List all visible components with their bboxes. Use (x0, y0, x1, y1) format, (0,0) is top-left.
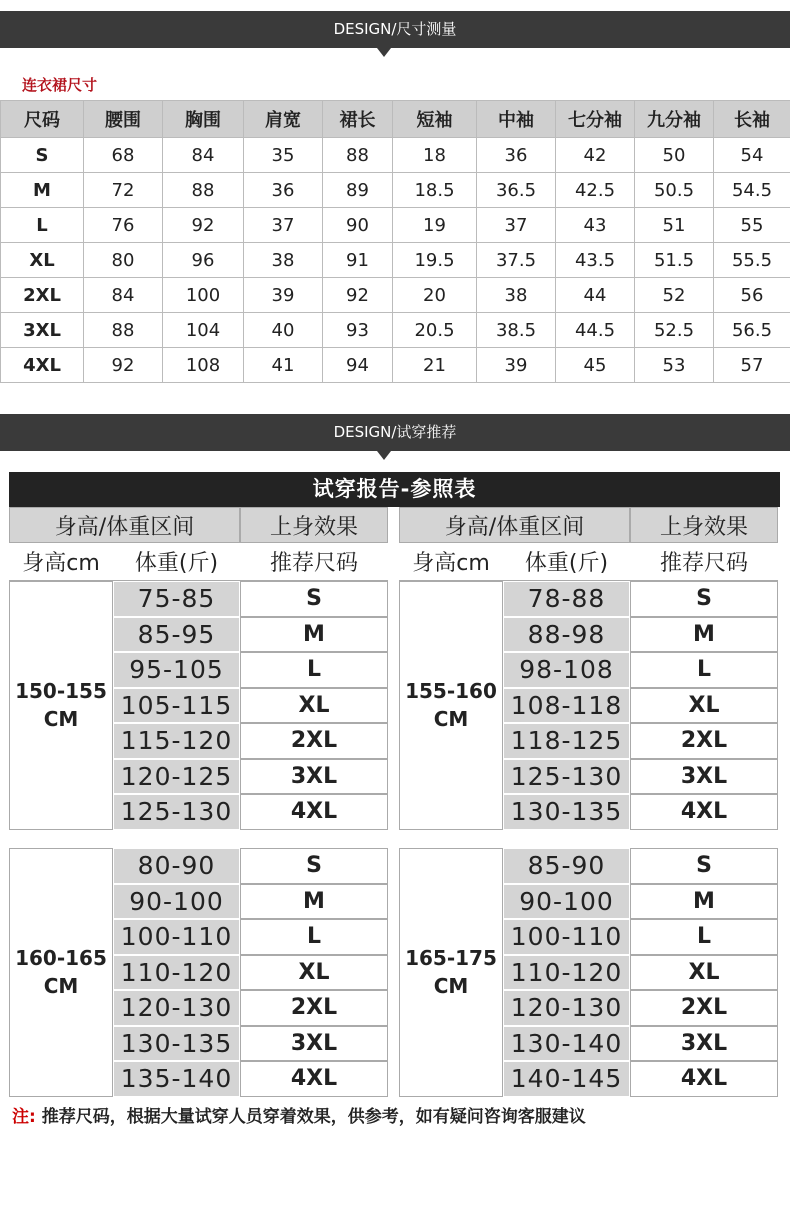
height-value: 165-175 (405, 946, 497, 971)
size-row (1, 173, 790, 208)
height-header: 身高cm (399, 543, 503, 581)
size-value: 52.5 (635, 313, 714, 348)
size-row (1, 278, 790, 313)
weight-range: 80-90 (113, 848, 240, 884)
recommended-size: S (240, 848, 388, 884)
size-value: 44.5 (556, 313, 635, 348)
size-value: 36 (244, 173, 323, 208)
size-label: 4XL (1, 348, 84, 383)
size-column-header: 短袖 (393, 101, 477, 138)
size-column-header: 裙长 (323, 101, 393, 138)
weight-range: 135-140 (113, 1061, 240, 1097)
size-value: 43.5 (556, 243, 635, 278)
size-value: 68 (84, 138, 163, 173)
size-label: L (1, 208, 84, 243)
weight-range: 130-135 (503, 794, 630, 830)
size-column-header: 中袖 (477, 101, 556, 138)
size-value: 21 (393, 348, 477, 383)
recommended-size: M (630, 884, 778, 920)
footnote (12, 1102, 586, 1127)
weight-range: 90-100 (113, 884, 240, 920)
dress-size-title: 连衣裙尺寸 (22, 76, 98, 94)
weight-range: 95-105 (113, 652, 240, 688)
size-value: 54.5 (714, 173, 790, 208)
recommended-size: 3XL (630, 759, 778, 795)
size-value: 93 (323, 313, 393, 348)
size-value: 50.5 (635, 173, 714, 208)
size-value: 89 (323, 173, 393, 208)
height-value: 150-155 (15, 679, 107, 704)
size-value: 50 (635, 138, 714, 173)
weight-range: 130-135 (113, 1026, 240, 1062)
recommended-size: 4XL (240, 1061, 388, 1097)
recommended-size: 2XL (240, 990, 388, 1026)
recommended-size: XL (630, 955, 778, 991)
recommended-size: XL (240, 955, 388, 991)
height-value: 160-165 (15, 946, 107, 971)
weight-range: 85-95 (113, 617, 240, 653)
group-header: 身高/体重区间 (9, 507, 240, 543)
height-header: 身高cm (9, 543, 113, 581)
size-value: 37 (477, 208, 556, 243)
size-value: 88 (323, 138, 393, 173)
size-value: 88 (84, 313, 163, 348)
size-column-header: 尺码 (1, 101, 84, 138)
weight-range: 98-108 (503, 652, 630, 688)
size-value: 72 (84, 173, 163, 208)
recommended-size: L (240, 919, 388, 955)
size-value: 94 (323, 348, 393, 383)
recommended-size: M (240, 617, 388, 653)
size-value: 37.5 (477, 243, 556, 278)
size-value: 56.5 (714, 313, 790, 348)
footnote-label: 注: (12, 1107, 36, 1127)
recommended-size: S (240, 581, 388, 617)
weight-range: 110-120 (503, 955, 630, 991)
weight-range: 75-85 (113, 581, 240, 617)
size-value: 84 (84, 278, 163, 313)
size-column-header: 肩宽 (244, 101, 323, 138)
size-value: 38 (477, 278, 556, 313)
size-column-header: 腰围 (84, 101, 163, 138)
size-value: 51 (635, 208, 714, 243)
recommended-size: 3XL (240, 1026, 388, 1062)
size-value: 56 (714, 278, 790, 313)
recommended-size: S (630, 848, 778, 884)
size-value: 80 (84, 243, 163, 278)
report-title: 试穿报告-参照表 (9, 472, 780, 507)
size-value: 96 (163, 243, 244, 278)
size-value: 84 (163, 138, 244, 173)
recommended-size: XL (240, 688, 388, 724)
height-unit: CM (433, 974, 469, 999)
size-value: 42 (556, 138, 635, 173)
size-value: 45 (556, 348, 635, 383)
size-label: 2XL (1, 278, 84, 313)
weight-header: 体重(斤) (503, 543, 630, 581)
height-unit: CM (43, 707, 79, 732)
weight-range: 130-140 (503, 1026, 630, 1062)
size-column-header: 长袖 (714, 101, 790, 138)
size-row (1, 138, 790, 173)
recommended-size: L (630, 919, 778, 955)
weight-range: 85-90 (503, 848, 630, 884)
height-unit: CM (43, 974, 79, 999)
group-header: 身高/体重区间 (399, 507, 630, 543)
weight-range: 78-88 (503, 581, 630, 617)
size-label: XL (1, 243, 84, 278)
recommended-size: S (630, 581, 778, 617)
banner-text: DESIGN/试穿推荐 (333, 423, 457, 441)
banner-pointer (377, 451, 391, 460)
size-value: 18.5 (393, 173, 477, 208)
effect-header: 上身效果 (240, 507, 388, 543)
size-value: 104 (163, 313, 244, 348)
size-value: 40 (244, 313, 323, 348)
weight-range: 125-130 (503, 759, 630, 795)
size-value: 37 (244, 208, 323, 243)
weight-range: 108-118 (503, 688, 630, 724)
size-row (1, 208, 790, 243)
size-value: 19.5 (393, 243, 477, 278)
size-value: 20 (393, 278, 477, 313)
size-value: 92 (84, 348, 163, 383)
size-value: 100 (163, 278, 244, 313)
size-value: 41 (244, 348, 323, 383)
recommended-size: L (630, 652, 778, 688)
size-value: 18 (393, 138, 477, 173)
size-value: 90 (323, 208, 393, 243)
size-value: 55 (714, 208, 790, 243)
height-range (399, 848, 503, 1097)
size-value: 88 (163, 173, 244, 208)
banner-text: DESIGN/尺寸测量 (333, 20, 457, 38)
section-banner-fit (0, 414, 790, 451)
recommended-size: 4XL (630, 794, 778, 830)
size-value: 51.5 (635, 243, 714, 278)
weight-header: 体重(斤) (113, 543, 240, 581)
recommended-size: 3XL (240, 759, 388, 795)
recommended-size: M (240, 884, 388, 920)
size-value: 57 (714, 348, 790, 383)
size-value: 36 (477, 138, 556, 173)
weight-range: 88-98 (503, 617, 630, 653)
height-unit: CM (433, 707, 469, 732)
size-value: 38 (244, 243, 323, 278)
size-value: 19 (393, 208, 477, 243)
weight-range: 118-125 (503, 723, 630, 759)
size-value: 43 (556, 208, 635, 243)
recommended-size: 2XL (240, 723, 388, 759)
size-label: M (1, 173, 84, 208)
height-range (399, 581, 503, 830)
weight-range: 110-120 (113, 955, 240, 991)
height-range (9, 848, 113, 1097)
size-value: 42.5 (556, 173, 635, 208)
recommended-size: L (240, 652, 388, 688)
weight-range: 90-100 (503, 884, 630, 920)
rec-header: 推荐尺码 (240, 543, 388, 581)
size-row (1, 313, 790, 348)
size-value: 44 (556, 278, 635, 313)
size-label: 3XL (1, 313, 84, 348)
size-value: 92 (163, 208, 244, 243)
size-value: 39 (244, 278, 323, 313)
effect-header: 上身效果 (630, 507, 778, 543)
size-table-header (1, 101, 790, 138)
footnote-text: 推荐尺码，根据大量试穿人员穿着效果，供参考，如有疑问咨询客服建议 (41, 1107, 586, 1127)
size-value: 20.5 (393, 313, 477, 348)
size-column-header: 九分袖 (635, 101, 714, 138)
size-value: 52 (635, 278, 714, 313)
weight-range: 115-120 (113, 723, 240, 759)
size-column-header: 七分袖 (556, 101, 635, 138)
size-column-header: 胸围 (163, 101, 244, 138)
weight-range: 100-110 (503, 919, 630, 955)
weight-range: 140-145 (503, 1061, 630, 1097)
weight-range: 125-130 (113, 794, 240, 830)
size-value: 76 (84, 208, 163, 243)
size-table (0, 100, 790, 383)
rec-header: 推荐尺码 (630, 543, 778, 581)
size-value: 92 (323, 278, 393, 313)
size-row (1, 348, 790, 383)
recommended-size: XL (630, 688, 778, 724)
section-banner-measure (0, 11, 790, 48)
size-value: 35 (244, 138, 323, 173)
weight-range: 120-130 (503, 990, 630, 1026)
height-range (9, 581, 113, 830)
weight-range: 100-110 (113, 919, 240, 955)
size-value: 91 (323, 243, 393, 278)
size-row (1, 243, 790, 278)
weight-range: 105-115 (113, 688, 240, 724)
recommended-size: 2XL (630, 990, 778, 1026)
size-value: 36.5 (477, 173, 556, 208)
size-value: 38.5 (477, 313, 556, 348)
recommended-size: 4XL (630, 1061, 778, 1097)
recommended-size: 3XL (630, 1026, 778, 1062)
banner-pointer (377, 48, 391, 57)
size-value: 54 (714, 138, 790, 173)
height-value: 155-160 (405, 679, 497, 704)
recommended-size: 2XL (630, 723, 778, 759)
recommended-size: 4XL (240, 794, 388, 830)
size-value: 39 (477, 348, 556, 383)
size-value: 55.5 (714, 243, 790, 278)
weight-range: 120-130 (113, 990, 240, 1026)
weight-range: 120-125 (113, 759, 240, 795)
size-label: S (1, 138, 84, 173)
size-value: 53 (635, 348, 714, 383)
recommended-size: M (630, 617, 778, 653)
size-value: 108 (163, 348, 244, 383)
